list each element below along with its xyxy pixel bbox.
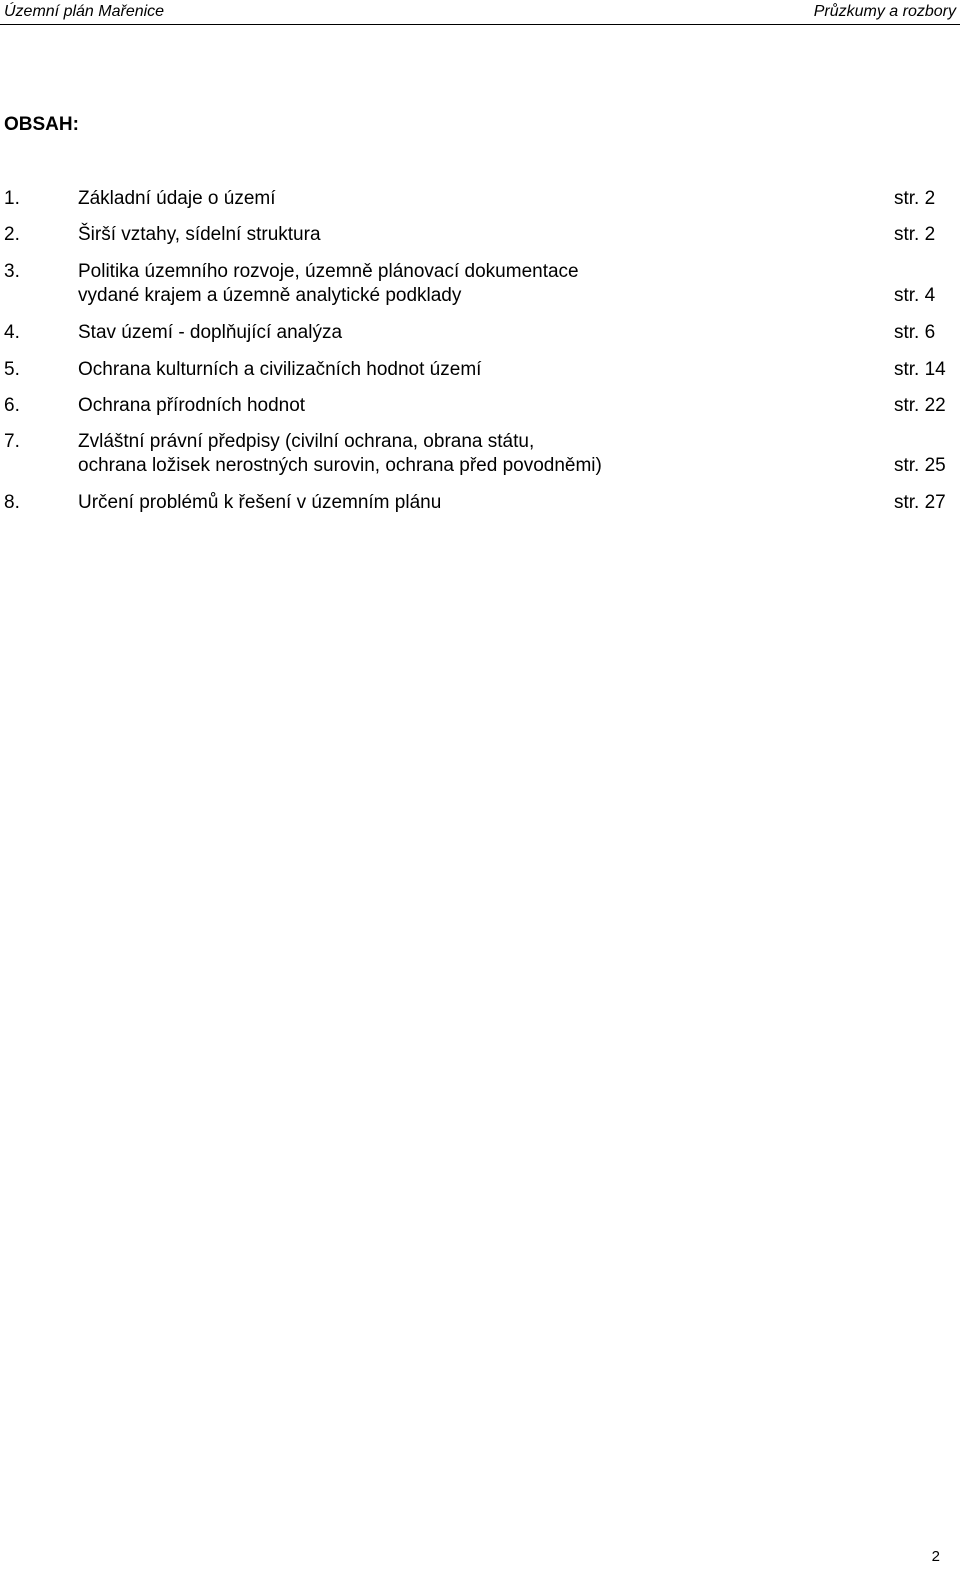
toc-entry-number: 6. <box>4 395 20 416</box>
toc-entry-page: str. 14 <box>894 359 946 380</box>
toc-entry-line: Zvláštní právní předpisy (civilní ochrana, obrana státu, <box>78 431 535 452</box>
toc-entry-number: 4. <box>4 322 20 343</box>
toc-entry-line: Ochrana přírodních hodnot <box>78 395 306 416</box>
toc-entry-text <box>78 321 878 345</box>
toc-entry-text <box>78 223 878 247</box>
toc-entry-page: str. 4 <box>894 285 936 306</box>
toc-entry-page: str. 2 <box>894 188 936 209</box>
toc-entry-line: Politika územního rozvoje, územně plánovací dokumentace <box>78 261 579 282</box>
toc-entry-text <box>78 260 878 308</box>
toc-entry-number: 7. <box>4 431 20 452</box>
toc-entry-text <box>78 491 878 515</box>
toc-entry-page: str. 6 <box>894 322 936 343</box>
toc-entry-line: Určení problémů k řešení v územním plánu <box>78 492 442 513</box>
toc-entry-line: vydané krajem a územně analytické podklady <box>78 285 462 306</box>
toc-entry-line: Stav území - doplňující analýza <box>78 322 343 343</box>
toc-entry-text <box>78 187 878 211</box>
toc-entry-line: Ochrana kulturních a civilizačních hodnot území <box>78 359 482 380</box>
toc-entry-page: str. 25 <box>894 455 946 476</box>
toc-entry-page: str. 2 <box>894 224 936 245</box>
toc-title: OBSAH: <box>4 114 79 135</box>
toc-entry-text <box>78 430 878 478</box>
toc-entry-number: 5. <box>4 359 20 380</box>
toc-entry-number: 1. <box>4 188 20 209</box>
toc-entry-page: str. 27 <box>894 492 946 513</box>
toc-entry-number: 2. <box>4 224 20 245</box>
toc-entry-line: Širší vztahy, sídelní struktura <box>78 224 321 245</box>
toc-entry-line: Základní údaje o území <box>78 188 276 209</box>
toc-entry-text <box>78 358 878 382</box>
toc-entry-line: ochrana ložisek nerostných surovin, ochrana před povodněmi) <box>78 455 602 476</box>
toc-entry-number: 3. <box>4 261 20 282</box>
toc-entry-text <box>78 394 878 418</box>
page-header <box>0 0 960 25</box>
toc-entry-page: str. 22 <box>894 395 946 416</box>
header-section-title: Průzkumy a rozbory <box>813 3 956 20</box>
footer-page-number: 2 <box>931 1548 940 1565</box>
toc-entry-number: 8. <box>4 492 20 513</box>
header-document-title: Územní plán Mařenice <box>4 3 165 20</box>
